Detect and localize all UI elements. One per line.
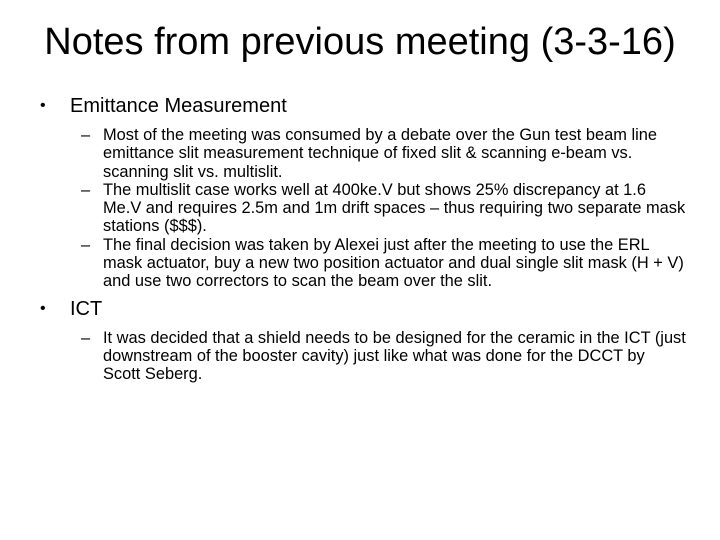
dash: –: [81, 235, 91, 254]
dash: –: [81, 126, 91, 144]
section-heading: ICT: [70, 297, 103, 320]
list-item: [36, 329, 686, 384]
list-item-text: It was decided that a shield needs to be designed for the ceramic in the ICT (just downstream of the booster cavity) just like what was done for the DCCT by Scott Seberg.: [103, 328, 686, 384]
bullet: •: [40, 97, 46, 114]
list-item: [36, 181, 686, 236]
section-emittance-measurement: [36, 94, 686, 118]
bullet: •: [40, 299, 46, 317]
ict-notes-list: [36, 329, 686, 384]
list-item-text: Most of the meeting was consumed by a debate over the Gun test beam line emittance slit measurement technique of fixed slit & scanning e-beam vs. scanning slit vs. multislit.: [103, 126, 657, 181]
slide-body: [36, 94, 686, 390]
list-item-text: The final decision was taken by Alexei just after the meeting to use the ERL mask actuator, buy a new two position actuator and dual single slit mask (H + V) and use two correctors to scan the beam over the slit.: [103, 235, 684, 291]
section-heading: Emittance Measurement: [70, 95, 287, 117]
emittance-notes-list: [36, 126, 686, 291]
list-item: [36, 236, 686, 291]
dash: –: [81, 328, 91, 347]
list-item: [36, 126, 686, 181]
list-item-text: The multislit case works well at 400ke.V but shows 25% discrepancy at 1.6 Me.V and requires 2.5m and 1m drift spaces – thus requiring two separate mask stations ($$$).: [103, 180, 686, 236]
slide-title: Notes from previous meeting (3-3-16): [44, 21, 676, 63]
dash: –: [81, 180, 91, 199]
section-ict: [36, 297, 686, 321]
